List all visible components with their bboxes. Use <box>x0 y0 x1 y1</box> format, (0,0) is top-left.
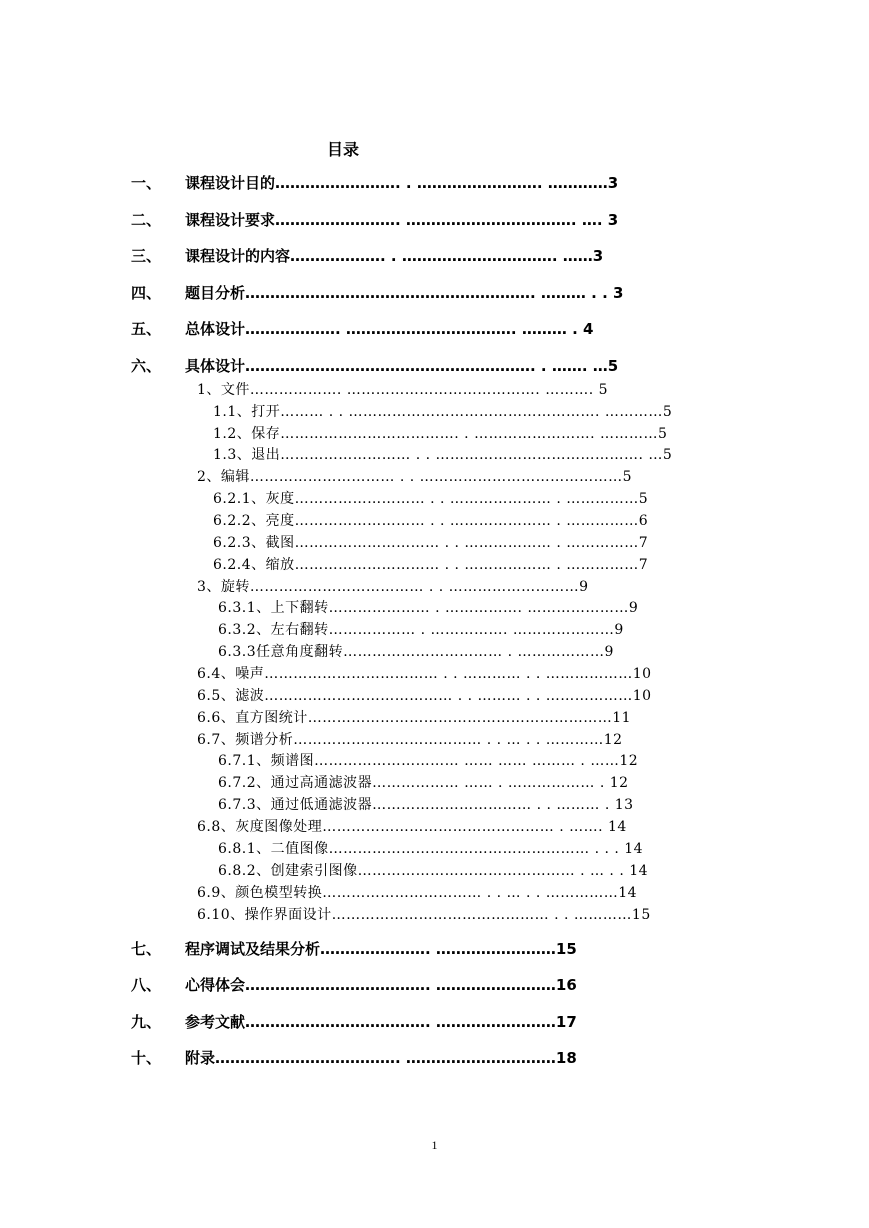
toc-entry-number: 四、 <box>131 284 162 302</box>
toc-entry-2 <box>131 209 691 231</box>
toc-subentry: 6.3.3任意角度翻转…………………………… . ………………9 <box>218 644 614 660</box>
toc-entry-5 <box>131 318 691 340</box>
toc-entry-text: 总体设计………………. ……………………………. ……… . 4 <box>185 320 594 338</box>
toc-entry-number: 八、 <box>131 976 162 994</box>
toc-entry-text: 心得体会………………………………. ……………………16 <box>185 976 577 994</box>
toc-subentry: 6.7、频谱分析………………………………… . . … . . …………12 <box>197 732 623 748</box>
toc-subentry: 6.7.3、通过低通滤波器…………………………… . . ……… . 13 <box>218 797 634 813</box>
toc-subentry: 6.6、直方图统计………………………………………………………11 <box>197 710 632 726</box>
toc-subentry: 6.3.2、左右翻转……………… . ……………. …………………9 <box>218 622 624 638</box>
toc-subentry: 6.5、滤波………………………………… . . ……… . . ………………10 <box>197 688 652 704</box>
toc-subentry: 6.2.1、灰度……………………… . . ………………… . ……………5 <box>213 491 649 507</box>
toc-entry-number: 五、 <box>131 320 162 338</box>
toc-entry-text: 课程设计要求……………………. ……………………………. …. 3 <box>185 211 619 229</box>
toc-entry-number: 一、 <box>131 174 162 192</box>
toc-subentry: 1.3、退出……………………… . . ……………………………………. …5 <box>213 447 673 463</box>
toc-entry-9 <box>131 1011 691 1033</box>
toc-entry-number: 九、 <box>131 1013 162 1031</box>
toc-subentry: 6.2.3、截图………………………… . . ……………… . ……………7 <box>213 535 649 551</box>
toc-subentry: 6.8.1、二值图像……………………………………………… . . . 14 <box>218 841 644 857</box>
toc-entry-text: 课程设计目的……………………. . ……………………. …………3 <box>185 174 619 192</box>
toc-entry-text: 具体设计…………………………………………………. . ……. …5 <box>185 357 619 375</box>
toc-subentry: 6.10、操作界面设计……………………………………… . . …………15 <box>197 907 651 923</box>
toc-subentry: 3、旋转……………………………… . . ………………………9 <box>197 579 589 595</box>
toc-subentry: 1.1、打开……… . . ……………………………………………. …………5 <box>213 404 673 420</box>
toc-entry-1 <box>131 172 691 194</box>
toc-subentry: 6.7.1、频谱图………………………… …… …… ……… . ……12 <box>218 753 639 769</box>
toc-subentry: 6.4、噪声……………………………… . . ………… . . ………………10 <box>197 666 652 682</box>
toc-subentry: 6.7.2、通过高通滤波器……………… …… . ……………… . 12 <box>218 775 629 791</box>
toc-entry-text: 程序调试及结果分析…………………. ……………………15 <box>185 940 577 958</box>
toc-entry-number: 二、 <box>131 211 162 229</box>
toc-subentry: 6.8、灰度图像处理………………………………………… . ……. 14 <box>197 819 627 835</box>
toc-entry-10 <box>131 1047 691 1069</box>
page-number: 1 <box>431 1138 438 1152</box>
toc-subentry: 6.8.2、创建索引图像……………………………………… . … . . 14 <box>218 863 649 879</box>
toc-subentry: 6.9、颜色模型转换…………………………… . . … . . ……………14 <box>197 885 638 901</box>
toc-entry-text: 参考文献………………………………. ……………………17 <box>185 1013 577 1031</box>
toc-title: 目录 <box>326 140 359 159</box>
toc-entry-6 <box>131 355 691 377</box>
toc-entry-number: 十、 <box>131 1049 162 1067</box>
toc-subentry: 6.3.1、上下翻转………………… . ……………. …………………9 <box>218 600 639 616</box>
toc-entry-number: 三、 <box>131 247 162 265</box>
toc-subentry: 1、文件………………. …………………………………. ………. 5 <box>197 382 609 398</box>
toc-subentry: 6.2.4、缩放………………………… . . ……………… . ……………7 <box>213 557 649 573</box>
toc-entry-3 <box>131 245 691 267</box>
toc-subentry: 2、编辑………………………… . . ……………………………………5 <box>197 469 633 485</box>
toc-entry-text: 题目分析…………………………………………………. ……… . . 3 <box>185 284 624 302</box>
toc-entry-text: 附录………………………………. …………………………18 <box>185 1049 577 1067</box>
toc-entry-4 <box>131 282 691 304</box>
toc-entry-number: 六、 <box>131 357 162 375</box>
toc-entry-8 <box>131 974 691 996</box>
toc-entry-7 <box>131 938 691 960</box>
toc-entry-text: 课程设计的内容………………. . …………………………. ……3 <box>185 247 604 265</box>
toc-entry-number: 七、 <box>131 940 162 958</box>
toc-subentry: 1.2、保存………………………………. . ……………………. …………5 <box>213 426 668 442</box>
toc-subentry: 6.2.2、亮度……………………… . . ………………… . ……………6 <box>213 513 649 529</box>
